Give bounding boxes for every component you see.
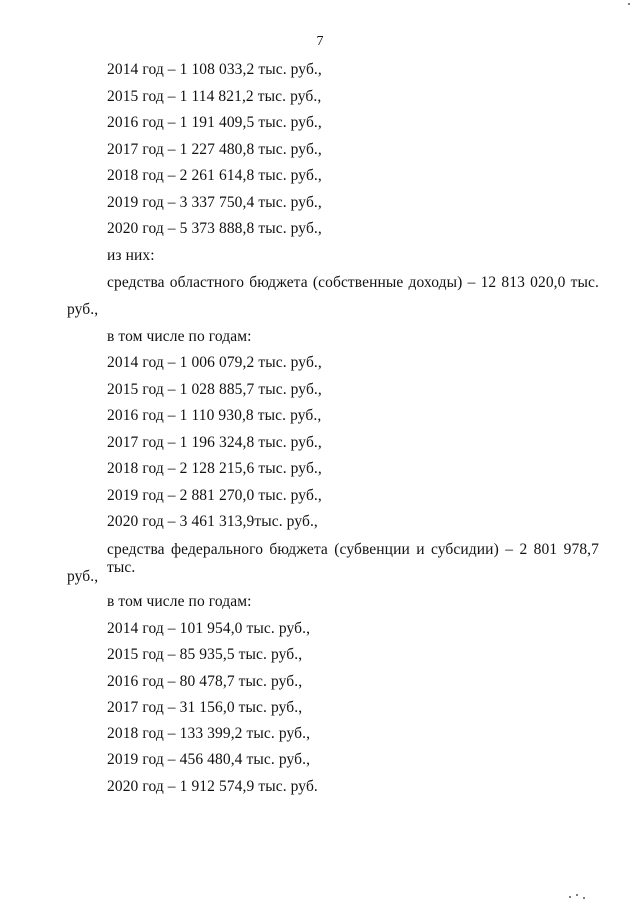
of-them-label: из них: xyxy=(107,247,155,264)
total-year-line: 2016 год – 1 191 409,5 тыс. руб., xyxy=(107,114,322,131)
scan-mark xyxy=(576,894,578,896)
scan-mark xyxy=(628,3,630,5)
total-year-line: 2017 год – 1 227 480,8 тыс. руб., xyxy=(107,141,322,158)
federal-year-line: 2015 год – 85 935,5 тыс. руб., xyxy=(107,646,303,663)
federal-by-years-label: в том числе по годам: xyxy=(107,593,252,610)
page-number: 7 xyxy=(316,34,324,49)
federal-year-line: 2019 год – 456 480,4 тыс. руб., xyxy=(107,751,311,768)
scan-mark xyxy=(569,896,571,898)
total-year-line: 2018 год – 2 261 614,8 тыс. руб., xyxy=(107,167,322,184)
federal-budget-text-cont: руб., xyxy=(67,568,99,585)
regional-year-line: 2017 год – 1 196 324,8 тыс. руб., xyxy=(107,434,322,451)
total-year-line: 2019 год – 3 337 750,4 тыс. руб., xyxy=(107,194,322,211)
federal-year-line: 2020 год – 1 912 574,9 тыс. руб. xyxy=(107,778,318,795)
federal-year-line: 2017 год – 31 156,0 тыс. руб., xyxy=(107,699,303,716)
regional-by-years-label: в том числе по годам: xyxy=(107,328,252,345)
regional-year-line: 2014 год – 1 006 079,2 тыс. руб., xyxy=(107,354,322,371)
total-year-line: 2020 год – 5 373 888,8 тыс. руб., xyxy=(107,220,322,237)
regional-budget-text: средства областного бюджета (собственные доходы) – 12 813 020,0 тыс. xyxy=(107,274,599,291)
federal-year-line: 2014 год – 101 954,0 тыс. руб., xyxy=(107,620,311,637)
regional-year-line: 2018 год – 2 128 215,6 тыс. руб., xyxy=(107,460,322,477)
total-year-line: 2015 год – 1 114 821,2 тыс. руб., xyxy=(107,88,322,105)
federal-year-line: 2018 год – 133 399,2 тыс. руб., xyxy=(107,725,311,742)
regional-year-line: 2019 год – 2 881 270,0 тыс. руб., xyxy=(107,487,322,504)
total-year-line: 2014 год – 1 108 033,2 тыс. руб., xyxy=(107,61,322,78)
scan-mark xyxy=(583,897,585,899)
federal-year-line: 2016 год – 80 478,7 тыс. руб., xyxy=(107,673,303,690)
regional-year-line: 2015 год – 1 028 885,7 тыс. руб., xyxy=(107,381,322,398)
federal-budget-text: средства федерального бюджета (субвенции и субсидии) – 2 801 978,7 тыс. xyxy=(107,541,599,576)
regional-year-line: 2016 год – 1 110 930,8 тыс. руб., xyxy=(107,407,322,424)
regional-budget-text-cont: руб., xyxy=(67,301,99,318)
regional-year-line: 2020 год – 3 461 313,9тыс. руб., xyxy=(107,513,318,530)
